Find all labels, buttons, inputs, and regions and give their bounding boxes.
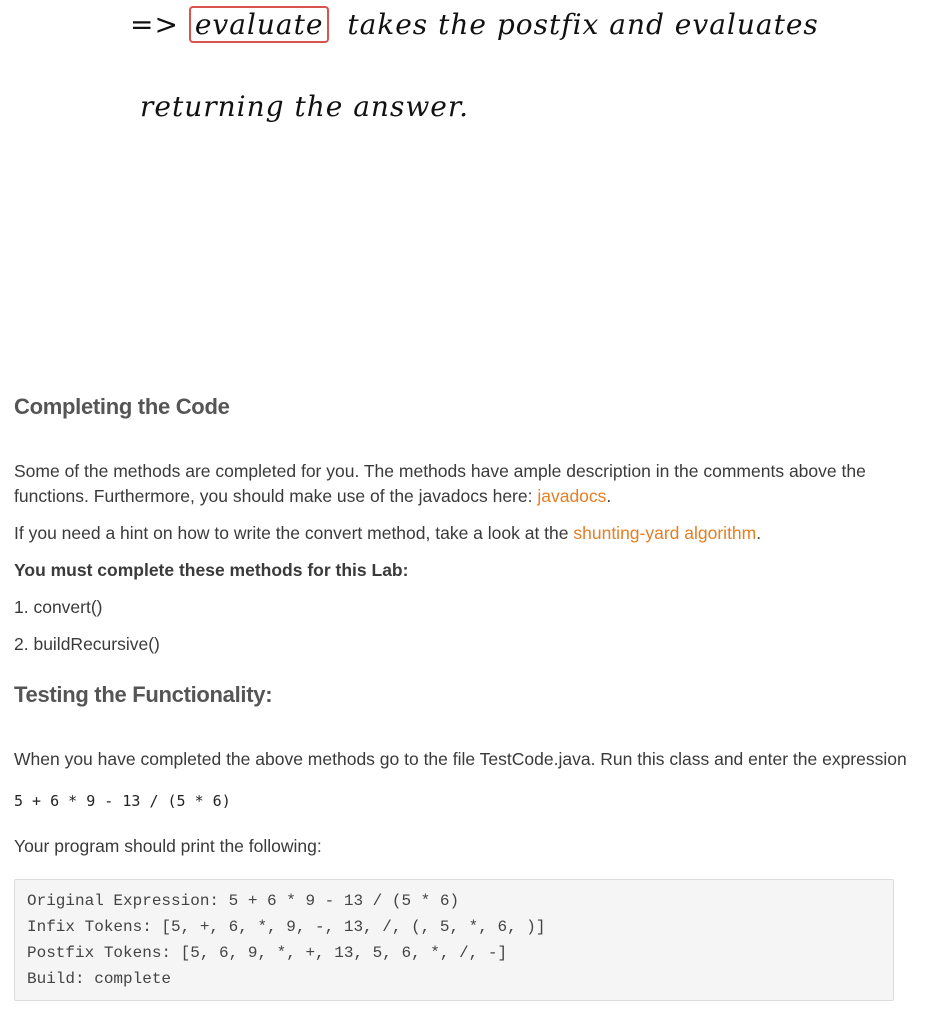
handwritten-arrow: => — [130, 8, 179, 41]
hint-text: If you need a hint on how to write the convert method, take a look at the — [14, 523, 574, 543]
main-content — [14, 394, 924, 1001]
javadocs-link[interactable]: javadocs — [537, 486, 607, 506]
handwritten-notes — [0, 0, 952, 360]
intro-paragraph — [14, 459, 924, 509]
intro-period: . — [606, 486, 612, 506]
hint-paragraph — [14, 521, 924, 546]
expected-output-label: Your program should print the following: — [14, 836, 322, 856]
shunting-yard-link[interactable]: shunting-yard algorithm — [573, 523, 757, 543]
method-item-build-recursive: 2. buildRecursive() — [14, 634, 160, 654]
heading-completing-the-code: Completing the Code — [14, 394, 230, 419]
expected-output-codeblock — [14, 879, 894, 1001]
handwritten-line-1-rest: takes the postfix and evaluates — [347, 8, 819, 41]
expression-input: 5 + 6 * 9 - 13 / (5 * 6) — [14, 792, 231, 810]
must-complete-label: You must complete these methods for this Lab: — [14, 560, 409, 580]
heading-testing-functionality: Testing the Functionality: — [14, 682, 273, 707]
handwritten-boxed-word: evaluate — [189, 6, 330, 43]
hint-period: . — [756, 523, 762, 543]
handwritten-line-1 — [130, 6, 819, 43]
output-line-infix: Infix Tokens: [5, +, 6, *, 9, -, 13, /, (, 5, *, 6, )] — [27, 918, 546, 936]
output-line-original: Original Expression: 5 + 6 * 9 - 13 / (5 * 6) — [27, 892, 460, 910]
testing-paragraph: When you have completed the above methods go to the file TestCode.java. Run this class and enter the expression — [14, 749, 907, 769]
method-item-convert: 1. convert() — [14, 597, 103, 617]
handwritten-line-2: returning the answer. — [140, 90, 470, 123]
intro-text: Some of the methods are completed for you. The methods have ample description in the comments above the functions. Furthermore, you should make use of the javadocs here: — [14, 461, 866, 506]
output-line-postfix: Postfix Tokens: [5, 6, 9, *, +, 13, 5, 6, *, /, -] — [27, 944, 508, 962]
output-line-build: Build: complete — [27, 970, 172, 988]
